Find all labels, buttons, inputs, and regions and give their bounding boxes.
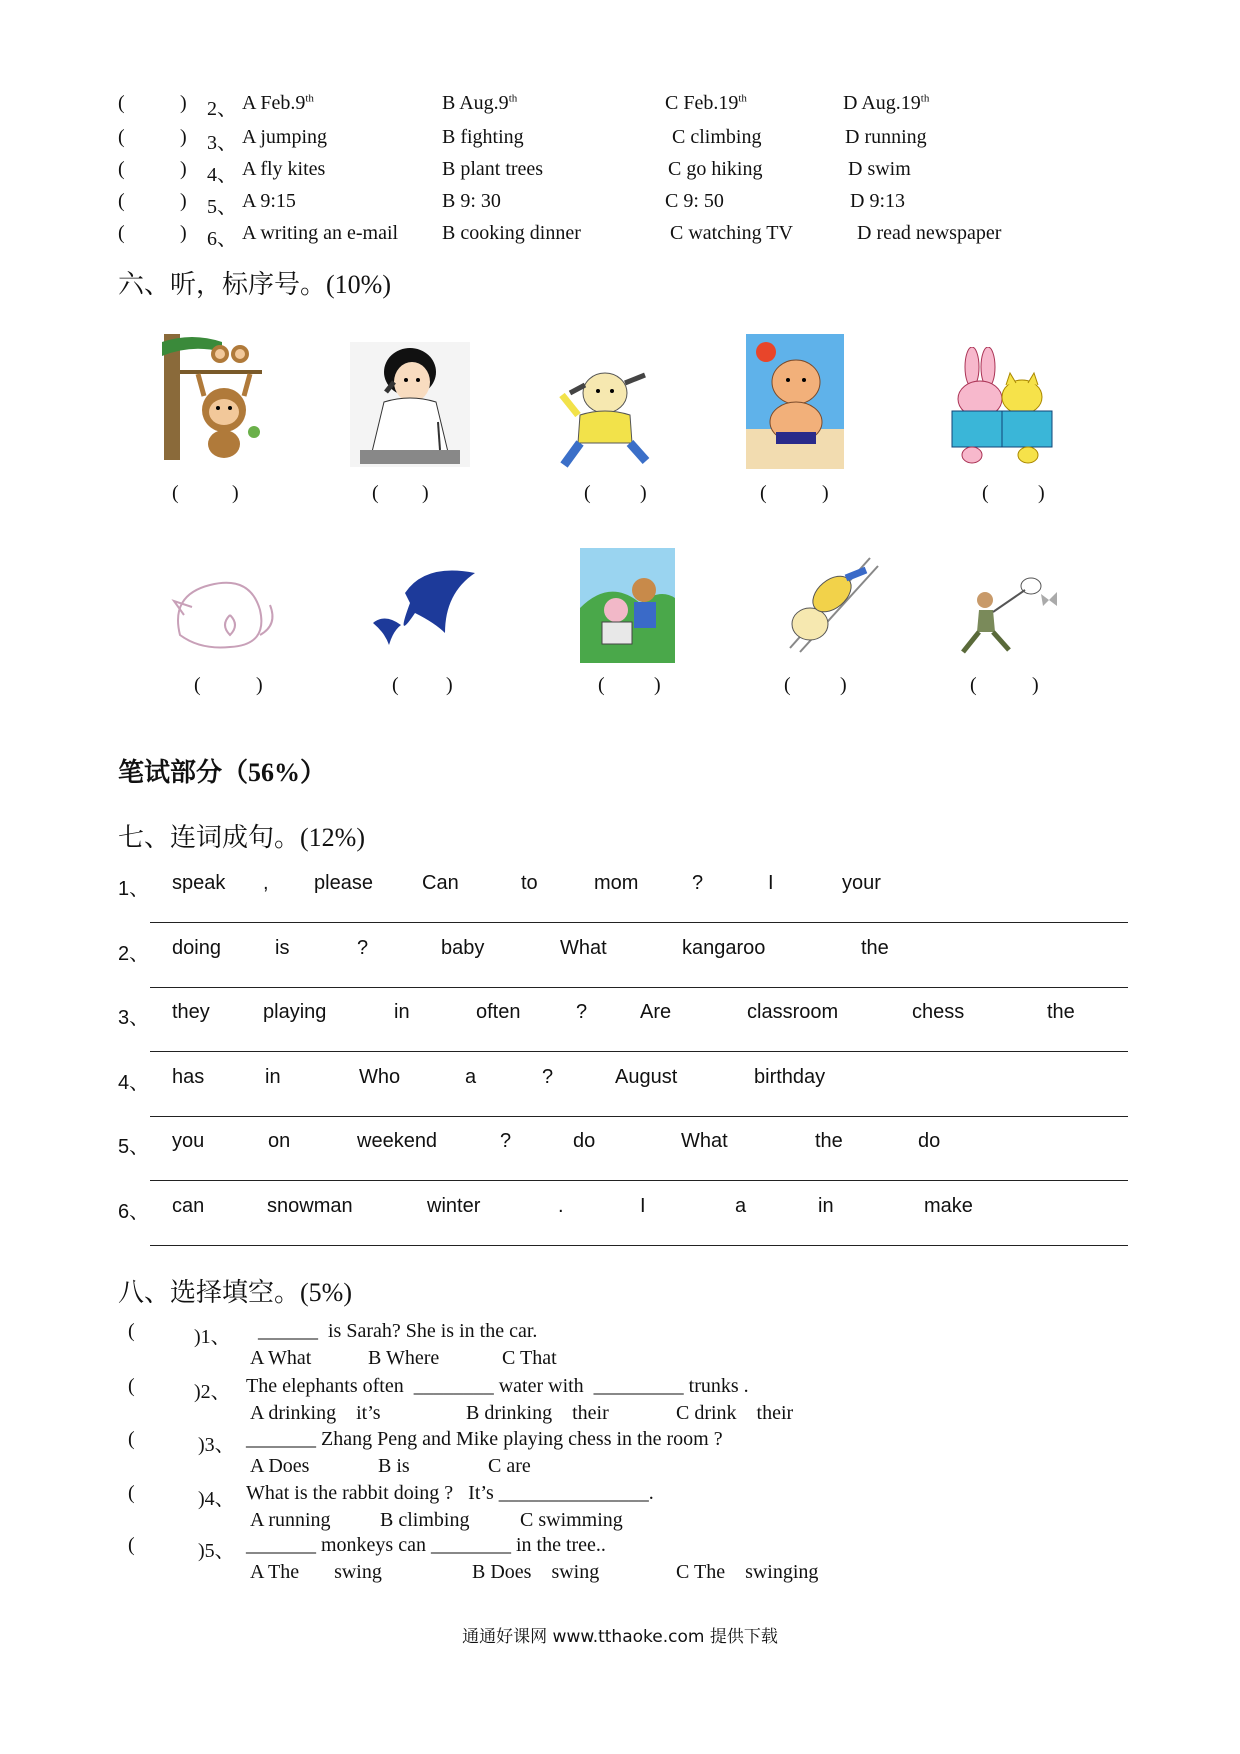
option-a: A writing an e-mail xyxy=(242,222,399,244)
scrambled-sentence xyxy=(0,1001,1240,1031)
monkey-icon xyxy=(162,332,272,462)
answer-paren-close: ) xyxy=(180,126,187,148)
option-c: C Feb.19th xyxy=(665,92,747,114)
picture-answer-paren-close[interactable]: ) xyxy=(640,482,647,504)
scrambled-word: What xyxy=(681,1130,728,1152)
answer-line[interactable] xyxy=(150,1051,1128,1052)
scrambled-word: make xyxy=(924,1195,973,1217)
scrambled-word: weekend xyxy=(357,1130,438,1152)
scrambled-word: to xyxy=(521,872,538,894)
scrambled-word: winter xyxy=(427,1195,481,1217)
option-a[interactable]: A running xyxy=(250,1509,331,1531)
scrambled-sentence xyxy=(0,872,1240,902)
option-b[interactable]: B Where xyxy=(368,1347,440,1369)
scrambled-word: in xyxy=(394,1001,410,1023)
answer-paren-open[interactable]: ( xyxy=(128,1375,135,1397)
question-text: The elephants often ________ water with _________ trunks . xyxy=(246,1375,749,1397)
option-d: D Aug.19th xyxy=(843,92,930,114)
scrambled-sentence xyxy=(0,937,1240,967)
question-number: 2、 xyxy=(207,98,237,120)
question-number: )4、 xyxy=(198,1488,235,1510)
swimming-boy-icon xyxy=(746,334,844,469)
options-row xyxy=(0,1347,1240,1375)
scrambled-word: please xyxy=(314,872,373,894)
option-b[interactable]: B is xyxy=(378,1455,410,1477)
sleeping-cat-icon xyxy=(160,555,285,665)
options-row xyxy=(0,1561,1240,1589)
options-row xyxy=(0,1455,1240,1483)
scrambled-word: you xyxy=(172,1130,205,1152)
option-d: D swim xyxy=(848,158,911,180)
scrambled-word: is xyxy=(275,937,290,959)
answer-paren-open: ( xyxy=(118,222,125,244)
question-number: )3、 xyxy=(198,1434,235,1456)
climbing-dog-icon xyxy=(770,548,880,658)
options-row xyxy=(0,1509,1240,1537)
fill-in-question xyxy=(0,1375,1240,1403)
answer-line[interactable] xyxy=(150,1180,1128,1181)
answer-line[interactable] xyxy=(150,1245,1128,1246)
option-c[interactable]: C That xyxy=(502,1347,557,1369)
fill-in-question xyxy=(0,1534,1240,1562)
choice-row xyxy=(0,222,1240,252)
option-c: C 9: 50 xyxy=(665,190,724,212)
picture-answer-paren-close[interactable]: ) xyxy=(840,674,847,696)
section6-title: 六、听，标序号。(10%) xyxy=(118,270,391,299)
question-text: _______ Zhang Peng and Mike playing chess in the room ? xyxy=(246,1428,723,1450)
answer-paren-open: ( xyxy=(118,92,125,114)
options-row xyxy=(0,1402,1240,1430)
answer-paren-close: ) xyxy=(180,92,187,114)
scrambled-word: What xyxy=(560,937,607,959)
sentence-number: 3、 xyxy=(118,1007,150,1029)
option-a: A jumping xyxy=(242,126,328,148)
sentence-number: 4、 xyxy=(118,1072,150,1094)
option-d: D 9:13 xyxy=(850,190,905,212)
option-c[interactable]: C are xyxy=(488,1455,531,1477)
scrambled-word: the xyxy=(861,937,889,959)
scrambled-word: in xyxy=(265,1066,281,1088)
birds-icon xyxy=(365,553,480,668)
scrambled-word: August xyxy=(615,1066,678,1088)
option-d: D running xyxy=(845,126,927,148)
hiking-bears-icon xyxy=(580,548,675,663)
scrambled-word: birthday xyxy=(754,1066,826,1088)
option-c: C go hiking xyxy=(668,158,763,180)
picture-answer-paren-close[interactable]: ) xyxy=(1038,482,1045,504)
answer-line[interactable] xyxy=(150,922,1128,923)
fill-in-question xyxy=(0,1320,1240,1348)
picture-answer-paren-open[interactable]: ( xyxy=(172,482,179,504)
scrambled-word: ? xyxy=(500,1130,512,1152)
option-b: B fighting xyxy=(442,126,524,148)
answer-paren-open: ( xyxy=(118,126,125,148)
scrambled-word: I xyxy=(768,872,774,894)
option-b: B 9: 30 xyxy=(442,190,501,212)
sentence-number: 2、 xyxy=(118,943,150,965)
question-text: ______ is Sarah? She is in the car. xyxy=(258,1320,538,1342)
question-number: 5、 xyxy=(207,196,237,218)
scrambled-word: doing xyxy=(172,937,221,959)
picture-answer-paren-open[interactable]: ( xyxy=(392,674,399,696)
scrambled-word: can xyxy=(172,1195,205,1217)
answer-paren-close: ) xyxy=(180,158,187,180)
picture-answer-paren-close[interactable]: ) xyxy=(1032,674,1039,696)
question-number: 6、 xyxy=(207,228,237,250)
sentence-number: 6、 xyxy=(118,1201,150,1223)
option-b: B plant trees xyxy=(442,158,544,180)
scrambled-word: they xyxy=(172,1001,210,1023)
answer-paren-open[interactable]: ( xyxy=(128,1482,135,1504)
scrambled-word: do xyxy=(573,1130,596,1152)
footer: 通通好课网 www.tthaoke.com 提供下载 xyxy=(462,1627,778,1647)
option-c[interactable]: C swimming xyxy=(520,1509,623,1531)
scrambled-sentence xyxy=(0,1066,1240,1096)
choice-row xyxy=(0,190,1240,220)
question-number: )5、 xyxy=(198,1540,235,1562)
answer-line[interactable] xyxy=(150,987,1128,988)
answer-paren-open[interactable]: ( xyxy=(128,1320,135,1342)
scrambled-word: a xyxy=(735,1195,747,1217)
option-a[interactable]: A What xyxy=(250,1347,312,1369)
option-c: C watching TV xyxy=(670,222,793,244)
fill-in-question xyxy=(0,1482,1240,1510)
option-b: B Aug.9th xyxy=(442,92,518,114)
scrambled-word: on xyxy=(268,1130,291,1152)
answer-paren-close: ) xyxy=(180,222,187,244)
option-a[interactable]: A The swing xyxy=(250,1561,382,1583)
scrambled-word: the xyxy=(815,1130,843,1152)
option-a: A Feb.9th xyxy=(242,92,314,114)
scrambled-word: Can xyxy=(422,872,459,894)
option-d: D read newspaper xyxy=(857,222,1002,244)
choice-row xyxy=(0,126,1240,156)
sentence-number: 5、 xyxy=(118,1136,150,1158)
choice-row xyxy=(0,158,1240,188)
option-c[interactable]: C The swinging xyxy=(676,1561,819,1583)
picture-answer-paren-close[interactable]: ) xyxy=(422,482,429,504)
section8-title: 八、选择填空。(5%) xyxy=(118,1278,352,1307)
scrambled-word: Who xyxy=(359,1066,401,1088)
picture-answer-paren-open[interactable]: ( xyxy=(982,482,989,504)
scrambled-word: kangaroo xyxy=(682,937,766,959)
scrambled-word: speak xyxy=(172,872,226,894)
scrambled-word: ? xyxy=(357,937,369,959)
picture-answer-paren-open[interactable]: ( xyxy=(760,482,767,504)
scrambled-word: mom xyxy=(594,872,639,894)
scrambled-word: do xyxy=(918,1130,941,1152)
answer-line[interactable] xyxy=(150,1116,1128,1117)
scrambled-sentence xyxy=(0,1130,1240,1160)
option-a[interactable]: A Does xyxy=(250,1455,310,1477)
scrambled-word: . xyxy=(558,1195,564,1217)
scrambled-word: , xyxy=(263,872,269,894)
scrambled-word: baby xyxy=(441,937,485,959)
question-number: 3、 xyxy=(207,132,237,154)
scrambled-word: ? xyxy=(542,1066,554,1088)
section7-title: 七、连词成句。(12%) xyxy=(118,823,365,852)
option-a: A fly kites xyxy=(242,158,326,180)
scrambled-word: has xyxy=(172,1066,205,1088)
answer-paren-open: ( xyxy=(118,190,125,212)
picture-answer-paren-open[interactable]: ( xyxy=(784,674,791,696)
choice-row xyxy=(0,92,1240,122)
picture-answer-paren-close[interactable]: ) xyxy=(822,482,829,504)
fill-in-question xyxy=(0,1428,1240,1456)
picture-answer-paren-open[interactable]: ( xyxy=(598,674,605,696)
question-number: )2、 xyxy=(194,1381,231,1403)
scrambled-word: chess xyxy=(912,1001,965,1023)
option-a: A 9:15 xyxy=(242,190,296,212)
question-number: 4、 xyxy=(207,164,237,186)
picture-answer-paren-open[interactable]: ( xyxy=(372,482,379,504)
telephone-girl-icon xyxy=(350,342,470,467)
question-text: _______ monkeys can ________ in the tree.. xyxy=(246,1534,606,1556)
sentence-number: 1、 xyxy=(118,878,150,900)
answer-paren-open[interactable]: ( xyxy=(128,1534,135,1556)
option-c[interactable]: C drink their xyxy=(676,1402,794,1424)
scrambled-word: ? xyxy=(692,872,704,894)
option-b[interactable]: B climbing xyxy=(380,1509,470,1531)
option-b: B cooking dinner xyxy=(442,222,581,244)
scrambled-word: playing xyxy=(263,1001,327,1023)
scrambled-word: Are xyxy=(640,1001,672,1023)
option-c: C climbing xyxy=(672,126,762,148)
question-number: )1、 xyxy=(194,1326,231,1348)
picture-answer-paren-close[interactable]: ) xyxy=(446,674,453,696)
question-text: What is the rabbit doing ? It’s _______________. xyxy=(246,1482,654,1504)
picture-answer-paren-close[interactable]: ) xyxy=(256,674,263,696)
scrambled-word: ? xyxy=(576,1001,588,1023)
scrambled-word: I xyxy=(640,1195,646,1217)
scrambled-word: classroom xyxy=(747,1001,839,1023)
scrambled-word: your xyxy=(842,872,881,894)
answer-paren-open[interactable]: ( xyxy=(128,1428,135,1450)
option-b[interactable]: B Does swing xyxy=(472,1561,600,1583)
option-a[interactable]: A drinking it’s xyxy=(250,1402,381,1424)
scrambled-word: the xyxy=(1047,1001,1075,1023)
picture-answer-paren-open[interactable]: ( xyxy=(584,482,591,504)
answer-paren-close: ) xyxy=(180,190,187,212)
picture-answer-paren-open[interactable]: ( xyxy=(970,674,977,696)
written-part-title: 笔试部分（56%） xyxy=(118,758,327,787)
running-dog-icon xyxy=(550,355,660,485)
picture-answer-paren-open[interactable]: ( xyxy=(194,674,201,696)
scrambled-word: snowman xyxy=(267,1195,353,1217)
scrambled-word: often xyxy=(476,1001,521,1023)
scrambled-word: in xyxy=(818,1195,834,1217)
picture-answer-paren-close[interactable]: ) xyxy=(232,482,239,504)
picture-answer-paren-close[interactable]: ) xyxy=(654,674,661,696)
option-b[interactable]: B drinking their xyxy=(466,1402,609,1424)
answer-paren-open: ( xyxy=(118,158,125,180)
scrambled-sentence xyxy=(0,1195,1240,1225)
butterfly-catcher-icon xyxy=(945,570,1070,660)
reading-rabbit-cat-icon xyxy=(942,347,1062,467)
scrambled-word: a xyxy=(465,1066,477,1088)
